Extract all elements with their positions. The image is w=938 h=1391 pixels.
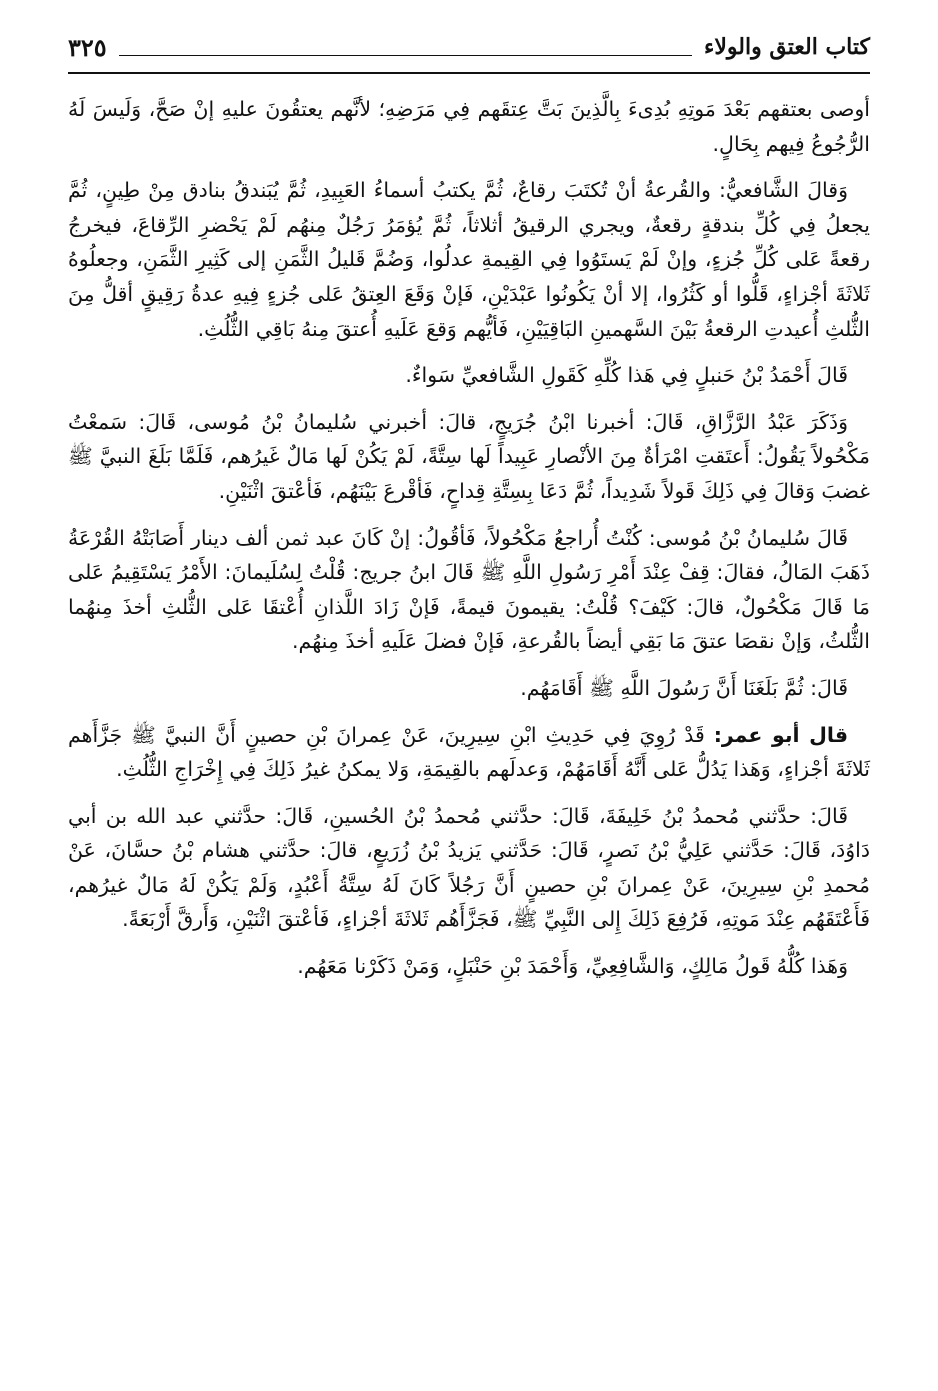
paragraph — [68, 949, 870, 984]
paragraph — [68, 405, 870, 509]
paragraph-text: قَالَ أَحْمَدُ بْنُ حَنبلٍ فِي هَذا كُلِّهِ كَقَولِ الشَّافعيِّ سَواءٌ. — [405, 363, 848, 388]
body-text — [68, 92, 870, 984]
paragraph-text: وَقالَ الشَّافعيُّ: والقُرعةُ أنْ تُكتَبَ رقاعٌ، ثُمَّ يكتبُ أسماءُ العَبِيدِ، ثُمَّ يُبَندقُ بنادق مِنْ طِينٍ، ثُمَّ يجعلُ فِي كُلِّ بندقةٍ رقعةٌ، ويجري الرقيقُ أثلاثاً، ثُمَّ يُؤمَرُ رَجُلٌ مِنهُم لَمْ يَحْضرِ الرِّقاعَ، فيخرجُ رقعةً عَلى كُلِّ جُزءٍ، وإنْ لَمْ يَستَوُوا فِي القِيمةِ عدلُوا، وَضُمَّ قَليلُ الثَّمَنِ إلى كَثِيرِ الثَّمَنِ، وجعلُوهُ ثَلاثَةَ أجْزاءٍ، قَلُّوا أو كَثُرُوا، إلا أنْ يَكُونُوا عَبْدَيْنِ، فَإنْ وَقَعَ العِتقُ عَلى جُزءٍ فِيهِ عدةُ رَقِيقٍ أقلُّ مِنَ الثُّلثِ أُعيدتِ الرقعةُ بَيْنَ السَّهمينِ البَاقِيَيْنِ، فَأيُّهم وَقعَ عَلَيهِ أُعتقَ مِنهُ بَاقِي الثُّلُثِ. — [68, 178, 870, 341]
paragraph — [68, 718, 870, 787]
paragraph — [68, 358, 870, 393]
paragraph — [68, 521, 870, 659]
paragraph — [68, 173, 870, 346]
header-rule — [119, 55, 692, 56]
paragraph-text: أوصى بعتقهم بَعْدَ مَوتِهِ بُدِىءَ بِالَّذِينَ بَتَّ عِتقَهم فِي مَرَضِهِ؛ لأنَّهم يعتقُونَ عليهِ إنْ صَحَّ، وَلَيسَ لَهُ الرُّجُوعُ فِيهم بِحَالٍ. — [68, 97, 870, 156]
paragraph-text: قَالَ: حدَّثني مُحمدُ بْنُ خَلِيفَةَ، قَالَ: حدَّثني مُحمدُ بْنُ الحُسينِ، قَالَ: حدَّثني عبد الله بن أبي دَاوُدَ، قَالَ: حَدَّثني عَلِيُّ بْنُ نَصرٍ، قَالَ: حَدَّثني يَزيدُ بْنُ زُرَيعٍ، قالَ: حدَّثني هشام بْنُ حسَّانَ، عَنْ مُحمدِ بْنِ سِيرِينَ، عَنْ عِمرانَ بْنِ حصينٍ أَنَّ رَجُلاً كَانَ لَهُ سِتَّةُ أَعْبُدٍ، وَلَمْ يَكُنْ لَهُ مَالٌ غيرُهم، فَأَعْتَقَهُم عِنْدَ مَوتِهِ، فَرُفِعَ ذَلِكَ إِلى النَّبِيِّ ﷺ، فَجَزَّأَهُم ثَلاثَةَ أجْزاءٍ، فَأعْتقَ اثْنَيْنِ، وَأَرقَّ أَرْبَعَةً. — [68, 803, 870, 932]
paragraph — [68, 92, 870, 161]
paragraph-text: وَهَذا كُلُّهُ قَولُ مَالِكٍ، وَالشَّافِعِيِّ، وَأَحْمَدَ بْنِ حَنْبَلٍ، وَمَنْ ذَكَرْنا مَعَهُم. — [297, 954, 848, 979]
paragraph-lead: قال أبو عمر: — [713, 722, 848, 747]
paragraph-text: قَالَ سُليمانُ بْنُ مُوسى: كُنْتُ أُراجعُ مَكْحُولاً، فَأقُولُ: إنْ كَانَ عبد ثمن ألف دينار أَصَابَتْهُ القُرْعَةُ ذَهَبَ المَالُ، فقالَ: قِفْ عِنْدَ أَمْرِ رَسُولِ اللَّهِ ﷺ قَالَ ابنُ جريج: قُلْتُ لِسُلَيمانَ: الأَمْرُ يَسْتَقِيمُ عَلى مَا قَالَ مَكْحُولٌ، قالَ: كَيْفَ؟ قُلْتُ: يقيمونَ قيمةً، فَإنْ زَادَ اللَّذانِ أُعْتقَا عَلى الثُّلثِ أخذَ مِنهُما الثُّلثُ، وَإنْ نقصَا عتقَ مَا بَقِي أيضاً بالقُرعةِ، فَإنْ فضلَ عَلَيهِ أخذَ مِنهُم. — [68, 525, 870, 654]
chapter-title: كتاب العتق والولاء — [704, 34, 870, 60]
paragraph-text: قَالَ: ثُمَّ بَلَغَنَا أَنَّ رَسُولَ اللَّهِ ﷺ أَقَامَهُم. — [520, 675, 848, 700]
paragraph-text: قَدْ رُوِيَ فِي حَدِيثِ ابْنِ سِيرِينَ، عَنْ عِمرانَ بْنِ حصينٍ أَنَّ النبيَّ ﷺ جَزَّأَهم ثَلاثَةَ أجْزاءٍ، وَهَذا يَدُلُّ عَلى أَنَّهُ أَقَامَهُمْ، وَعدلَهم بالقِيمَةِ، وَلا يمكنُ غيرُ ذَلِكَ فِي إِخْرَاجِ الثُّلُثِ. — [68, 722, 870, 782]
paragraph — [68, 799, 870, 937]
book-page — [68, 26, 870, 1371]
paragraph — [68, 671, 870, 706]
running-header — [68, 26, 870, 74]
paragraph-text: وَذَكَرَ عَبْدُ الرَّزَّاقِ، قَالَ: أخبرنا ابْنُ جُرَيجٍ، قالَ: أخبرني سُليمانُ بْنُ مُوسى، قَالَ: سَمعْتُ مَكْحُولاً يَقُولُ: أَعتَقتِ امْرَأةٌ مِنَ الأنْصارِ عَبِيداً لَها سِتَّةً، لَمْ يَكُنْ لَها مَالٌ غَيرُهم، فَلَمَّا بَلَغَ النبيَّ ﷺ غضبَ وَقالَ فِي ذَلِكَ قَولاً شَدِيداً، ثُمَّ دَعَا بِسِتَّةِ قِداحٍ، فَأقْرعَ بَيْنَهُم، فَأعْتقَ اثْنَيْنِ. — [68, 409, 870, 503]
page-number: ٣٢٥ — [68, 32, 107, 62]
